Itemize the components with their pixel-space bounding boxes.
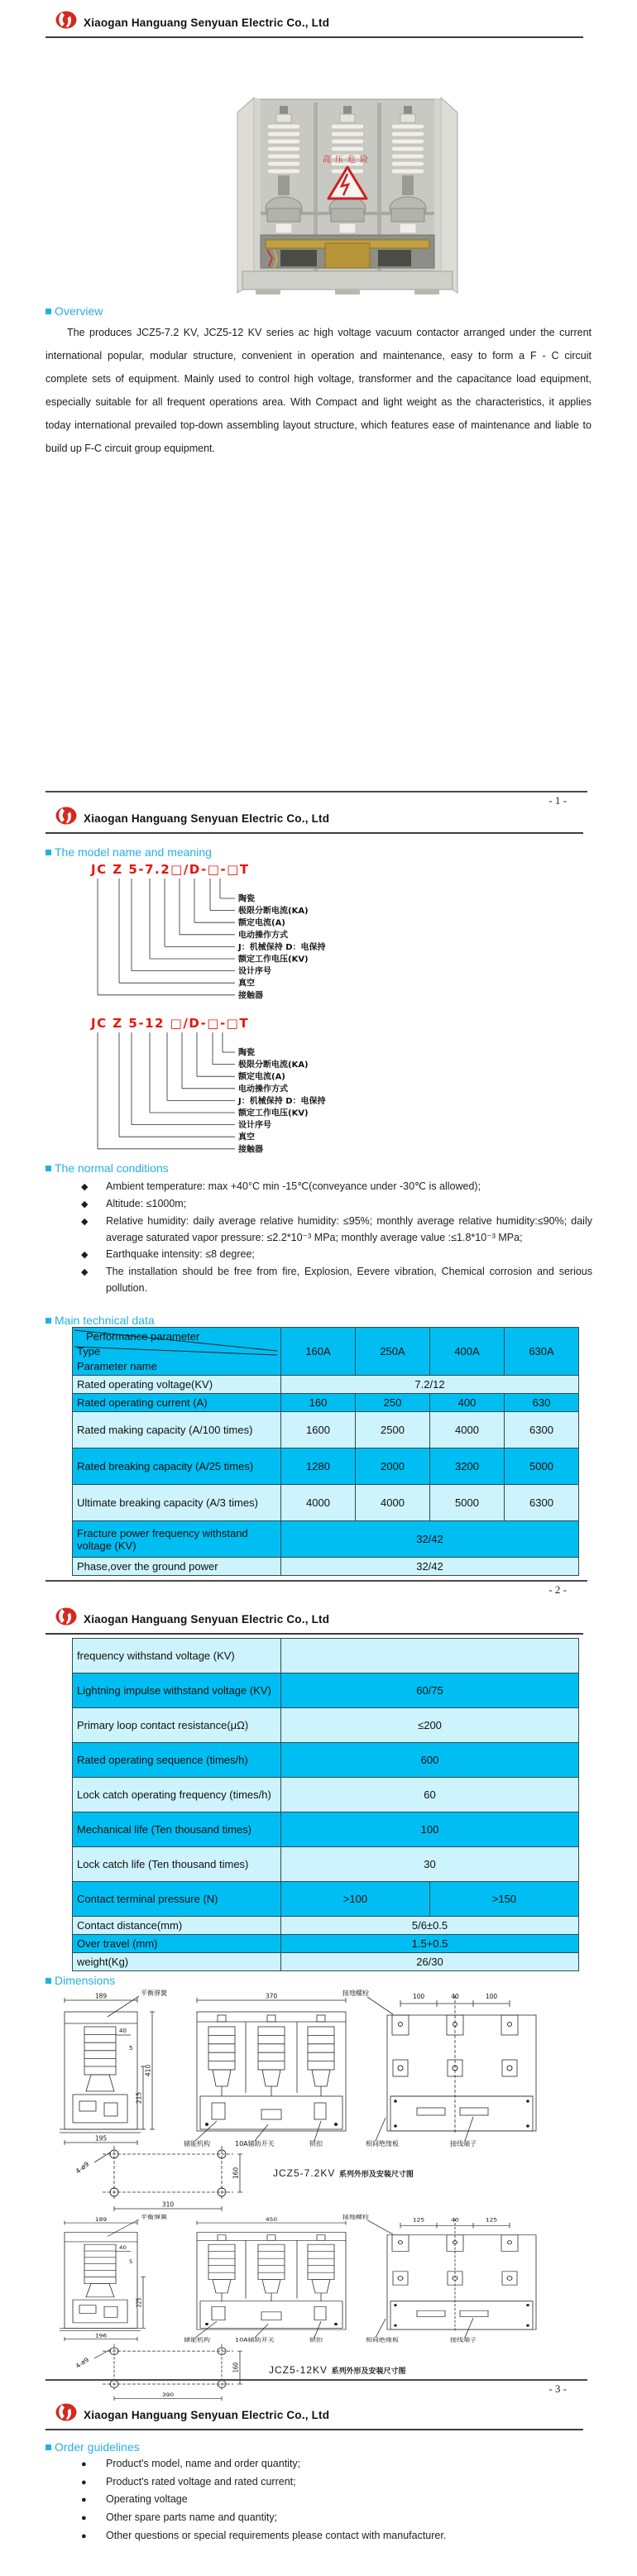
section-order-guidelines [46,2440,140,2454]
model-branch-label: 陶瓷 [238,1048,255,1058]
list-bullet-icon: ● [81,2495,87,2506]
model-branch-label: 额定电流(A) [238,918,285,928]
model-branch-label: 额定工作电压(KV) [238,1108,309,1118]
part-label: 储能机构 [184,2140,210,2147]
list-bullet-icon: ● [81,2531,87,2541]
cell-value: 30 [281,1847,579,1882]
part-label: 接地螺栓 [342,1989,369,1997]
dimension-text: 40 [119,2244,127,2251]
caption-text: 系列外形及安装尺寸图 [331,2367,406,2375]
table-row [73,1778,579,1812]
insulator-pole [390,106,426,233]
section-bullet-icon [46,1978,51,1984]
section-title: The model name and meaning [55,845,212,859]
list-item-text: The installation should be free from fire, Explosion, Eevere vibration, Chemical corrosion and serious pollution. [106,1266,592,1294]
part-label: 接线端子 [450,2140,477,2147]
model-code: JC Z 5-12 □/D-□-□T [91,1016,250,1031]
table-corner-cell [73,1328,281,1376]
insulator-pole [266,106,302,233]
section-bullet-icon [46,850,51,855]
page-header [46,802,583,834]
table-header-row [73,1328,579,1376]
cell-value [281,1639,579,1673]
list-item [81,2527,592,2545]
technical-data-table [72,1327,579,1576]
page-divider [46,2379,587,2381]
table-row [73,1882,579,1917]
section-title: Overview [55,304,103,318]
column-header: 630A [505,1328,579,1376]
section-bullet-icon [46,2444,51,2450]
order-guidelines-list [81,2455,592,2545]
overview-text: The produces JCZ5-7.2 KV, JCZ5-12 KV series ac high voltage vacuum contactor arranged under the current international popular, modular structure, convenient in operation and maintenance, easy to form a F - C circuit complete sets of equipment. Mainly used to control high voltage, transformer and the capacitance load equipment, especially suitable for all frequent operations area. With Compact and light weight as the characteristics, it applies today international prevailed top-down assembling layout structure, which features ease of maintenance and liable to build up F-C circuit group equipment. [46,327,592,454]
cell-value: 4000 [430,1412,505,1448]
dimension-text: 450 [265,2216,278,2223]
part-label: 储能机构 [184,2336,210,2344]
technical-data-table-continued [72,1638,579,1971]
dimension-text: 40 [119,2028,127,2034]
section-title: Dimensions [55,1974,116,1987]
part-label: 10A辅助开关 [235,2336,275,2344]
column-header: 160A [281,1328,356,1376]
list-bullet-icon: ◆ [81,1199,89,1209]
cell-value: 5000 [430,1485,505,1521]
list-bullet-icon: ● [81,2477,87,2487]
table-row [73,1639,579,1673]
cabinet-right-wall [441,98,457,293]
table-row [73,1743,579,1778]
dimension-text: 390 [161,2391,175,2399]
list-item [81,2491,592,2509]
corner-label-top: Performance parameter [86,1330,200,1343]
row-label: Lock catch life (Ten thousand times) [73,1847,281,1882]
mounting-holes-drawing-7-2kv [73,2143,296,2217]
company-logo-icon [55,11,77,29]
dimension-text: 100 [412,1993,425,2000]
cell-value: 630 [505,1394,579,1412]
part-label: 相间绝缘板 [366,2336,399,2344]
row-label: weight(Kg) [73,1953,281,1971]
cell-value: 1.5+0.5 [281,1935,579,1953]
cell-value: 26/30 [281,1953,579,1971]
model-branch-label: 极限分断电流(KA) [238,1061,309,1070]
table-row [73,1917,579,1935]
row-label: Rated making capacity (A/100 times) [73,1412,281,1448]
cell-value: 2500 [356,1412,430,1448]
model-branch-label: J：机械保持 D：电保持 [238,942,326,952]
page-number: - 3 - [548,2382,567,2395]
model-branch-label: J：机械保持 D：电保持 [238,1096,326,1106]
cell-value: 32/42 [281,1558,579,1576]
cell-value: 7.2/12 [281,1376,579,1394]
cell-value: 600 [281,1743,579,1778]
model-branch-label: 设计序号 [238,967,271,977]
cell-value: 250 [356,1394,430,1412]
list-item-text: Altitude: ≤1000m; [106,1198,187,1209]
cabinet-left-wall [237,98,254,293]
row-label: Primary loop contact resistance(μΩ) [73,1708,281,1743]
model-branch-label: 额定电流(A) [238,1072,285,1082]
list-bullet-icon: ● [81,2513,87,2524]
column-header: 400A [430,1328,505,1376]
section-technical-data [46,1314,155,1327]
row-label: Contact distance(mm) [73,1917,281,1935]
model-branch-label: 电动操作方式 [238,931,288,941]
row-label: frequency withstand voltage (KV) [73,1639,281,1673]
cell-value: 160 [281,1394,356,1412]
list-item-text: Relative humidity: daily average relative humidity: ≤95%; monthly average relative humidity:≤90%; daily average saturated vapor pressure: ≤2.2*10⁻³ MPa; monthly average value :≤1.8*10⁻³ MPa; [106,1215,592,1243]
normal-conditions-list [81,1178,592,1296]
list-item-text: Other spare parts name and quantity; [106,2511,278,2524]
dimension-text: 40 [451,1993,459,2000]
table-row [73,1953,579,1971]
list-bullet-icon: ● [81,2459,87,2469]
dimension-text: 410 [144,2064,152,2077]
list-item [81,2473,592,2492]
dimension-text: 196 [94,2333,108,2339]
cell-value: 4000 [281,1485,356,1521]
cell-value: 2000 [356,1448,430,1485]
row-label: Fracture power frequency withstand voltage (KV) [73,1521,281,1558]
section-normal-conditions [46,1161,169,1175]
table-row [73,1521,579,1558]
row-label: Phase,over the ground power [73,1558,281,1576]
table-row [73,1485,579,1521]
model-branch-label: 接触器 [238,991,263,1001]
section-title: Order guidelines [55,2440,140,2454]
list-item [81,2455,592,2473]
section-model-name [46,845,212,859]
list-item-text: Operating voltage [106,2493,188,2506]
model-meaning-diagram-12kv [73,1014,486,1163]
part-label: 接线端子 [450,2336,477,2344]
dimension-text: 189 [94,2216,108,2223]
dimension-text: 160 [232,2362,240,2373]
list-item-text: Ambient temperature: max +40°C min -15℃(conveyance under -30℃ is allowed); [106,1180,481,1192]
page-divider [46,791,587,792]
model-branch-label: 接触器 [238,1145,263,1155]
row-label: Mechanical life (Ten thousand times) [73,1812,281,1847]
dimension-text: 215 [135,2091,143,2104]
section-title: Main technical data [55,1314,155,1327]
table-row [73,1708,579,1743]
company-name: Xiaogan Hanguang Senyuan Electric Co., Ltd [84,1613,330,1626]
row-label: Rated operating voltage(KV) [73,1376,281,1394]
part-label: 10A辅助开关 [235,2140,275,2147]
table-row [73,1935,579,1953]
cell-value: 60 [281,1778,579,1812]
cell-value: 1280 [281,1448,356,1485]
dimension-text: 160 [232,2167,240,2180]
cell-value: 6300 [505,1485,579,1521]
part-label: 锁扣 [309,2140,323,2147]
model-code: JC Z 5-7.2□/D-□-□T [91,862,250,877]
model-meaning-diagram-7-2kv [73,860,486,1009]
caption-model: JCZ5-7.2KV [273,2167,336,2179]
table-row [73,1673,579,1708]
dimension-text: 310 [161,2200,175,2209]
cell-value: 5/6±0.5 [281,1917,579,1935]
cell-value: 1600 [281,1412,356,1448]
dimension-text: 5 [129,2258,133,2265]
row-label: Rated operating sequence (times/h) [73,1743,281,1778]
list-item [81,1263,592,1296]
cell-value: 3200 [430,1448,505,1485]
section-dimensions [46,1974,115,1987]
section-bullet-icon [46,1166,51,1171]
list-item [81,1178,592,1195]
list-bullet-icon: ◆ [81,1250,89,1260]
row-label: Lightning impulse withstand voltage (KV) [73,1673,281,1708]
dimension-text: 40 [451,2217,459,2224]
part-label: 锁扣 [309,2336,323,2344]
corner-label-mid: Type [77,1345,101,1357]
cell-value: 32/42 [281,1521,579,1558]
model-branch-label: 电动操作方式 [238,1085,288,1094]
dimension-text: 370 [265,1992,278,2000]
company-name: Xiaogan Hanguang Senyuan Electric Co., Ltd [84,812,330,825]
list-item [81,1195,592,1213]
dimension-text: 5 [129,2045,133,2052]
dimension-text: 189 [94,1992,108,2000]
caption-text: 系列外形及安装尺寸图 [338,2170,414,2178]
high-voltage-warning-text: 高压危险 [323,156,372,165]
outline-drawing-7-2kv [48,1987,590,2149]
cell-value: 100 [281,1812,579,1847]
dimension-text: 4-ø9 [74,2356,91,2370]
page-header [46,2399,583,2430]
cell-value: 4000 [356,1485,430,1521]
dimension-text: 225 [135,2297,143,2308]
outline-drawing-12kv [48,2212,590,2344]
mounting-holes-drawing-12kv [73,2341,296,2406]
list-bullet-icon: ◆ [81,1267,89,1277]
company-logo-icon [55,2403,77,2421]
company-logo-icon [55,1607,77,1626]
table-row [73,1394,579,1412]
section-bullet-icon [46,1318,51,1324]
dimension-text: 100 [485,1993,498,2000]
part-label: 接地螺栓 [342,2213,369,2220]
page-divider [46,1580,587,1582]
model-branch-label: 设计序号 [238,1121,271,1131]
page-number: - 1 - [548,794,567,807]
row-label: Rated operating current (A) [73,1394,281,1412]
dimension-text: 125 [412,2217,425,2224]
list-item-text: Product's model, name and order quantity; [106,2458,301,2469]
drawing-caption [269,2363,406,2377]
company-name: Xiaogan Hanguang Senyuan Electric Co., Ltd [84,17,330,29]
cell-value: 5000 [505,1448,579,1485]
cell-value: >100 [281,1882,430,1917]
list-bullet-icon: ◆ [81,1217,89,1227]
section-overview [46,304,103,318]
row-label: Rated breaking capacity (A/25 times) [73,1448,281,1485]
column-header: 250A [356,1328,430,1376]
table-row [73,1812,579,1847]
table-row [73,1847,579,1882]
company-name: Xiaogan Hanguang Senyuan Electric Co., Ltd [84,2409,330,2421]
list-item [81,1246,592,1263]
model-branch-label: 额定工作电压(KV) [238,955,309,965]
list-item-text: Earthquake intensity: ≤8 degree; [106,1248,255,1260]
dimension-text: 4-ø9 [74,2160,91,2176]
row-label: Ultimate breaking capacity (A/3 times) [73,1485,281,1521]
dimension-text: 195 [94,2134,108,2143]
corner-label-bottom: Parameter name [77,1360,157,1372]
cell-value: 6300 [505,1412,579,1448]
part-label: 相间绝缘板 [366,2140,399,2147]
part-label: 平衡弹簧 [141,1989,167,1997]
product-photo [228,88,467,296]
section-bullet-icon [46,309,51,314]
company-logo-icon [55,807,77,825]
dimension-text: 125 [485,2217,498,2224]
list-item [81,1213,592,1246]
row-label: Lock catch operating frequency (times/h) [73,1778,281,1812]
model-branch-label: 陶瓷 [238,894,255,904]
section-title: The normal conditions [55,1161,169,1175]
row-label: Contact terminal pressure (N) [73,1882,281,1917]
cell-value: 60/75 [281,1673,579,1708]
page-header [46,1603,583,1635]
page-header [46,7,583,38]
model-branch-label: 极限分断电流(KA) [238,907,309,917]
caption-model: JCZ5-12KV [269,2364,328,2376]
model-branch-label: 真空 [238,979,255,989]
table-row [73,1412,579,1448]
page-number: - 2 - [548,1583,567,1596]
table-row [73,1448,579,1485]
list-item-text: Product's rated voltage and rated current; [106,2475,296,2487]
cell-value: ≤200 [281,1708,579,1743]
part-label: 平衡弹簧 [141,2213,167,2220]
list-bullet-icon: ◆ [81,1182,89,1192]
cell-value: 400 [430,1394,505,1412]
list-item-text: Other questions or special requirements please contact with manufacturer. [106,2529,447,2541]
table-row [73,1376,579,1394]
table-row [73,1558,579,1576]
model-branch-label: 真空 [238,1132,255,1142]
drawing-caption [273,2166,414,2181]
list-item [81,2509,592,2527]
row-label: Over travel (mm) [73,1935,281,1953]
cell-value: >150 [430,1882,579,1917]
